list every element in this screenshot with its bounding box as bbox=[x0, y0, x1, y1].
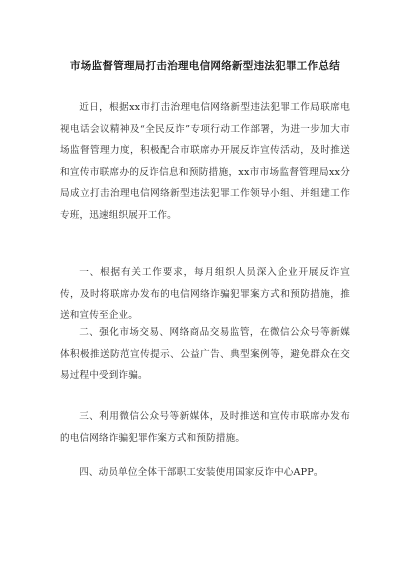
document-title: 市场监督管理局打击治理电信网络新型违法犯罪工作总结 bbox=[70, 60, 340, 72]
section-one-paragraph: 一、根据有关工作要求，每月组织人员深入企业开展反诈宣传，及时将联席办发布的电信网络诈骗犯罪案方式和预防措施，推送和宣传至企业。 bbox=[60, 267, 350, 321]
section-three-paragraph: 三、利用微信公众号等新媒体，及时推送和宣传市联席办发布的电信网络诈骗犯罪作案方式和预防措施。 bbox=[60, 411, 350, 444]
section-two-paragraph: 二、强化市场交易、网络商品交易监管，在微信公众号等新媒体积极推送防范宣传提示、公益广告、典型案例等，避免群众在交易过程中受到诈骗。 bbox=[60, 327, 350, 381]
section-four-paragraph: 四、动员单位全体干部职工安装使用国家反诈中心APP。 bbox=[79, 467, 324, 478]
intro-paragraph: 近日，根据xx市打击治理电信网络新型违法犯罪工作局联席电视电话会议精神及“全民反诈”专项行动工作部署，为进一步加大市场监督管理力度，积极配合市联席办开展反诈宣传活动，及时推送和宣传市联席办的反诈信息和预防措施，xx市市场监督管理局xx分局成立打击治理电信网络新型违法犯罪工作领导小组、并组建工作专班，迅速组织展开工作。 bbox=[60, 102, 350, 221]
